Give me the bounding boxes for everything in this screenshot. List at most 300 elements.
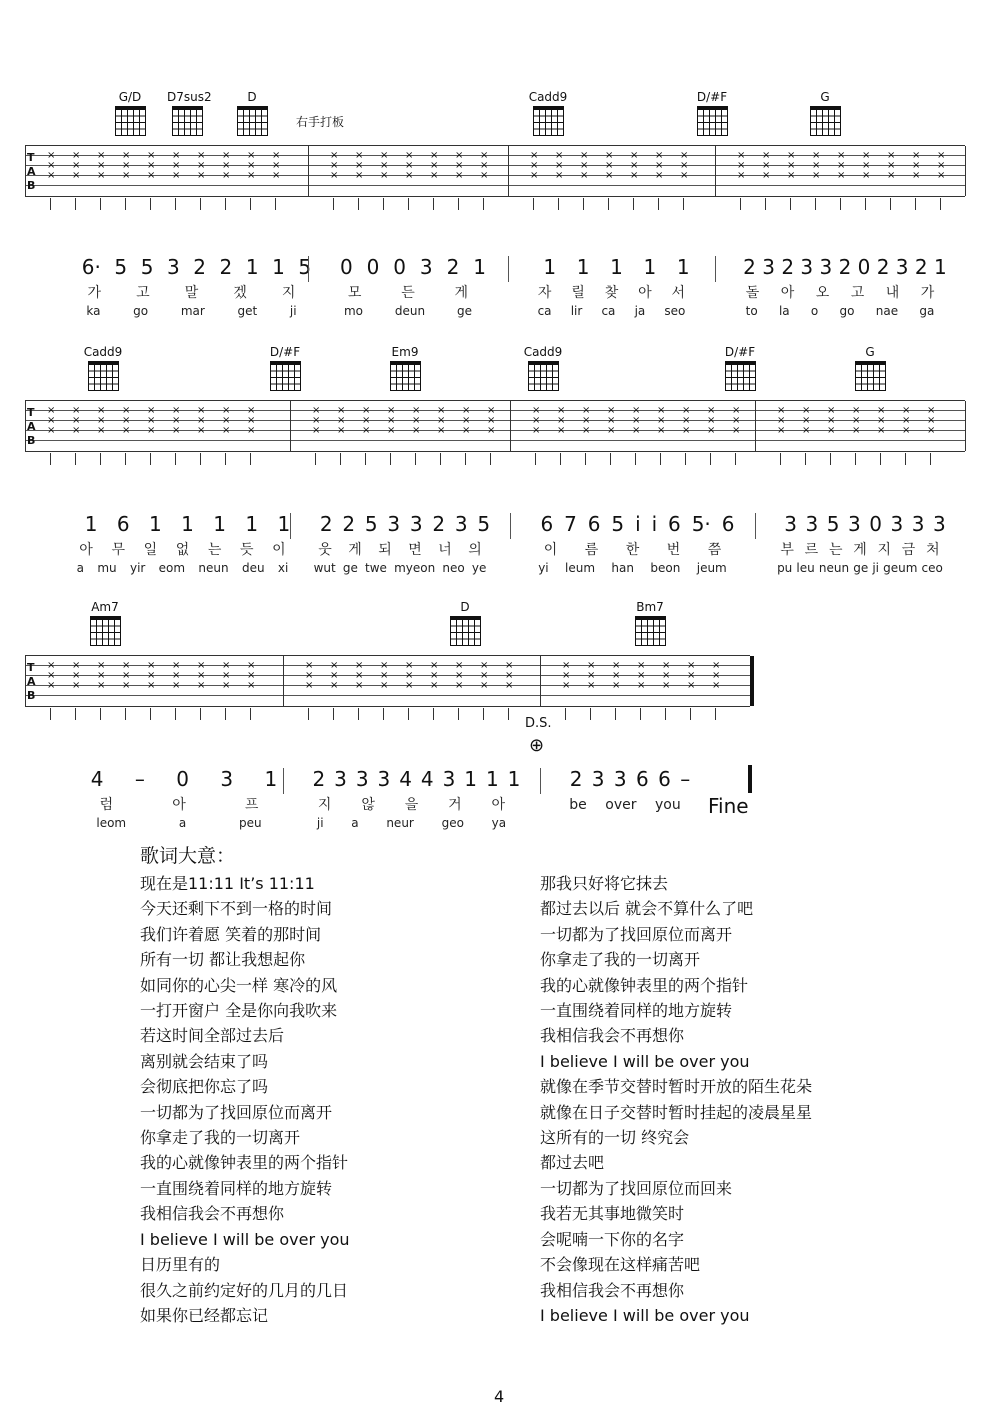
note: 0 <box>176 767 189 791</box>
tab-mark-x: × <box>430 680 439 691</box>
lyric-line: 现在是11:11 It’s 11:11 <box>140 874 315 893</box>
note-stem <box>200 708 201 720</box>
bar-line <box>965 401 966 451</box>
note-stem <box>560 453 561 465</box>
tab-staff <box>25 145 965 197</box>
note: 3 <box>419 255 433 279</box>
note: 5 <box>114 255 128 279</box>
tab-clef: B <box>27 689 36 702</box>
note-stem <box>683 198 684 210</box>
tab-mark-x: × <box>787 170 796 181</box>
tab-mark-x: × <box>580 150 589 161</box>
bar-line <box>25 146 26 196</box>
tab-mark-x: × <box>707 425 716 436</box>
chord-diagram <box>692 90 732 136</box>
note-stem <box>490 453 491 465</box>
tab-mark-x: × <box>662 660 671 671</box>
note: 4 <box>90 767 104 791</box>
chord-diagram <box>167 90 212 136</box>
note-stem <box>340 453 341 465</box>
notation-measure <box>308 768 525 791</box>
tab-mark-x: × <box>712 670 721 681</box>
note-stem <box>125 198 126 210</box>
tab-mark-x: × <box>827 425 836 436</box>
notation-measure <box>533 256 700 279</box>
lyric-line: 我的心就像钟表里的两个指针 <box>140 1153 349 1173</box>
korean-syllable: 고 <box>850 285 865 301</box>
roman-lyrics <box>310 561 490 575</box>
note: 3 <box>805 512 819 536</box>
tab-mark-x: × <box>122 425 131 436</box>
bar-line <box>755 401 756 451</box>
roman-syllable: twe <box>365 561 387 575</box>
tab-mark-x: × <box>412 405 421 416</box>
korean-syllable: 든 <box>401 285 415 301</box>
note-stem <box>200 453 201 465</box>
tab-staff <box>25 655 750 707</box>
tab-mark-x: × <box>680 170 689 181</box>
tab-mark-x: × <box>430 170 439 181</box>
note-stem <box>200 198 201 210</box>
tab-mark-x: × <box>387 405 396 416</box>
tab-mark-x: × <box>330 660 339 671</box>
tab-mark-x: × <box>480 160 489 171</box>
note-stem <box>780 453 781 465</box>
lyric-line: 日历里有的 <box>140 1255 221 1275</box>
note: 1 <box>213 512 226 536</box>
tab-mark-x: × <box>47 150 56 161</box>
tab-mark-x: × <box>877 405 886 416</box>
roman-lyrics <box>328 304 488 318</box>
korean-syllable: 부 <box>780 542 794 558</box>
roman-lyrics <box>303 816 520 830</box>
notation-measure <box>75 256 318 279</box>
korean-syllable: over <box>605 797 637 813</box>
note-stem <box>75 198 76 210</box>
tab-mark-x: × <box>247 150 256 161</box>
tab-mark-x: × <box>305 670 314 681</box>
tab-mark-x: × <box>312 405 321 416</box>
page-number: 4 <box>494 1387 505 1406</box>
roman-syllable: ge <box>457 304 473 318</box>
tab-mark-x: × <box>802 425 811 436</box>
notation-measure <box>75 768 293 791</box>
staff-line <box>25 695 750 696</box>
chord-diagram <box>385 345 425 391</box>
note-stem <box>175 708 176 720</box>
roman-syllable: go <box>839 304 855 318</box>
note: 2 <box>569 767 583 791</box>
tab-mark-x: × <box>862 170 871 181</box>
tab-clef: B <box>27 179 36 192</box>
tab-mark-x: × <box>607 415 616 426</box>
tab-mark-x: × <box>437 415 446 426</box>
note: 2 <box>193 255 206 279</box>
tab-mark-x: × <box>480 680 489 691</box>
note-stem <box>508 708 509 720</box>
tab-mark-x: × <box>787 160 796 171</box>
chord-grid <box>450 616 481 646</box>
tab-mark-x: × <box>777 425 786 436</box>
lyric-line: 一直围绕着同样的地方旋转 <box>140 1178 333 1198</box>
roman-syllable: ka <box>86 304 101 318</box>
chord-diagram <box>850 345 890 391</box>
note-stem <box>433 198 434 210</box>
tab-mark-x: × <box>330 670 339 681</box>
note: 0 <box>393 255 406 279</box>
tab-mark-x: × <box>147 680 156 691</box>
tab-mark-x: × <box>655 160 664 171</box>
ds-marker: D.S. <box>525 716 552 731</box>
tab-mark-x: × <box>197 415 206 426</box>
tab-mark-x: × <box>777 405 786 416</box>
bar-line <box>510 401 511 451</box>
roman-syllable: ge <box>853 561 869 575</box>
chord-grid <box>725 361 756 391</box>
korean-syllable: 오 <box>815 285 830 301</box>
tab-mark-x: × <box>455 670 464 681</box>
note: 1 <box>473 255 486 279</box>
roman-syllable: ye <box>471 561 487 575</box>
chord-diagram <box>445 600 485 646</box>
chord-diagram <box>265 345 305 391</box>
note: 5 <box>364 512 378 536</box>
note: 1 <box>610 255 623 279</box>
note-stem <box>275 198 276 210</box>
note-stem <box>880 453 881 465</box>
tab-mark-x: × <box>405 660 414 671</box>
tab-mark-x: × <box>605 170 614 181</box>
tab-mark-x: × <box>837 160 846 171</box>
tab-mark-x: × <box>72 170 81 181</box>
note: 3 <box>933 512 946 536</box>
tab-mark-x: × <box>222 405 231 416</box>
tab-mark-x: × <box>555 150 564 161</box>
korean-lyrics <box>735 285 945 301</box>
tab-mark-x: × <box>247 405 256 416</box>
tab-mark-x: × <box>122 405 131 416</box>
note-stem <box>790 198 791 210</box>
lyric-line: 一切都为了找回原位而回来 <box>540 1178 733 1198</box>
note-stem <box>308 708 309 720</box>
tab-mark-x: × <box>312 425 321 436</box>
korean-syllable: be <box>569 797 587 813</box>
tab-mark-x: × <box>927 425 936 436</box>
note: 5 <box>611 512 625 536</box>
note: 3 <box>613 767 627 791</box>
tab-mark-x: × <box>247 670 256 681</box>
roman-syllable: lir <box>570 304 583 318</box>
korean-syllable: 는 <box>207 542 222 558</box>
roman-syllable: xi <box>277 561 289 575</box>
tab-mark-x: × <box>732 405 741 416</box>
tab-mark-x: × <box>72 425 81 436</box>
roman-syllable: ja <box>634 304 646 318</box>
tab-mark-x: × <box>355 160 364 171</box>
note: 6· <box>81 255 101 279</box>
note-stem <box>805 453 806 465</box>
lyric-line: 所有一切 都让我想起你 <box>140 950 306 970</box>
tab-mark-x: × <box>197 160 206 171</box>
tab-mark-x: × <box>222 170 231 181</box>
lyric-line: I believe I will be over you <box>540 1305 750 1325</box>
tab-mark-x: × <box>97 680 106 691</box>
tab-mark-x: × <box>605 150 614 161</box>
tab-mark-x: × <box>637 680 646 691</box>
chord-grid <box>90 616 121 646</box>
bar-line <box>965 146 966 196</box>
lyric-line: 这所有的一切 终究会 <box>540 1128 690 1148</box>
tab-mark-x: × <box>97 660 106 671</box>
tab-mark-x: × <box>172 680 181 691</box>
roman-lyrics <box>70 816 288 830</box>
note: 3 <box>355 767 369 791</box>
note: 3 <box>454 512 468 536</box>
measure-bar <box>510 513 511 539</box>
tab-mark-x: × <box>380 170 389 181</box>
tab-mark-x: × <box>47 170 56 181</box>
korean-syllable: 아 <box>491 797 506 813</box>
roman-syllable: nae <box>875 304 899 318</box>
tab-mark-x: × <box>530 160 539 171</box>
tab-mark-x: × <box>330 170 339 181</box>
korean-syllable: 찾 <box>604 285 619 301</box>
tab-mark-x: × <box>662 670 671 681</box>
korean-syllable: 말 <box>184 285 199 301</box>
note: 1 <box>245 255 259 279</box>
tab-mark-x: × <box>505 680 514 691</box>
tab-mark-x: × <box>197 680 206 691</box>
roman-syllable: go <box>133 304 149 318</box>
tab-mark-x: × <box>505 670 514 681</box>
tab-mark-x: × <box>632 415 641 426</box>
chord-grid <box>528 361 559 391</box>
tab-mark-x: × <box>632 405 641 416</box>
tab-staff <box>25 400 965 452</box>
roman-syllable: ji <box>289 304 297 318</box>
chord-grid <box>697 106 728 136</box>
note-stem <box>458 708 459 720</box>
korean-syllable: 일 <box>143 542 158 558</box>
measure-bar <box>508 256 509 282</box>
note: 1 <box>576 255 590 279</box>
tab-mark-x: × <box>362 405 371 416</box>
tab-mark-x: × <box>197 670 206 681</box>
bar-line <box>508 146 509 196</box>
roman-syllable: ji <box>872 561 879 575</box>
tab-mark-x: × <box>582 405 591 416</box>
tab-mark-x: × <box>852 425 861 436</box>
notation-measure <box>333 256 493 279</box>
note-stem <box>815 198 816 210</box>
tab-mark-x: × <box>480 170 489 181</box>
tab-mark-x: × <box>887 170 896 181</box>
tab-mark-x: × <box>612 660 621 671</box>
chord-name: Bm7 <box>636 600 664 614</box>
korean-syllable: 이 <box>543 542 558 558</box>
tab-mark-x: × <box>97 425 106 436</box>
roman-syllable: ceo <box>921 561 943 575</box>
korean-syllable: 거 <box>448 797 462 813</box>
note: 3 <box>442 767 456 791</box>
tab-mark-x: × <box>687 670 696 681</box>
note: 1 <box>543 255 557 279</box>
tab-mark-x: × <box>430 660 439 671</box>
tab-mark-x: × <box>380 680 389 691</box>
note-stem <box>483 708 484 720</box>
korean-syllable: 한 <box>625 542 640 558</box>
korean-syllable: 면 <box>408 542 422 558</box>
tab-mark-x: × <box>247 415 256 426</box>
tab-mark-x: × <box>455 660 464 671</box>
chord-name: G <box>865 345 875 359</box>
tab-mark-x: × <box>122 670 131 681</box>
fine-marker: Fine <box>708 794 749 818</box>
tab-mark-x: × <box>197 660 206 671</box>
roman-syllable: to <box>745 304 758 318</box>
tab-mark-x: × <box>480 150 489 161</box>
tab-mark-x: × <box>172 425 181 436</box>
note: 3 <box>334 767 347 791</box>
tab-mark-x: × <box>462 415 471 426</box>
chord-name: D <box>247 90 257 104</box>
lyric-line: I believe I will be over you <box>140 1229 350 1249</box>
korean-syllable: 번 <box>666 542 681 558</box>
chord-grid <box>855 361 886 391</box>
tab-mark-x: × <box>777 415 786 426</box>
bar-line <box>715 146 716 196</box>
note: 1 <box>264 767 278 791</box>
tab-mark-x: × <box>47 415 56 426</box>
note-stem <box>50 708 51 720</box>
tab-mark-x: × <box>927 415 936 426</box>
note: 3 <box>890 512 904 536</box>
korean-syllable: 가 <box>87 285 102 301</box>
note-stem <box>483 198 484 210</box>
bar-line <box>25 656 26 706</box>
roman-syllable: ya <box>491 816 507 830</box>
note-stem <box>225 198 226 210</box>
korean-syllable: 고 <box>136 285 150 301</box>
roman-syllable: a <box>178 816 187 830</box>
tab-mark-x: × <box>172 670 181 681</box>
note-stem <box>383 198 384 210</box>
tab-mark-x: × <box>712 660 721 671</box>
tab-mark-x: × <box>147 160 156 171</box>
roman-syllable: eom <box>158 561 186 575</box>
tab-mark-x: × <box>97 150 106 161</box>
tab-mark-x: × <box>247 160 256 171</box>
tab-mark-x: × <box>355 680 364 691</box>
roman-syllable: peu <box>238 816 262 830</box>
tab-mark-x: × <box>97 405 106 416</box>
tab-mark-x: × <box>172 170 181 181</box>
measure-bar <box>715 256 716 282</box>
roman-lyrics <box>775 561 945 575</box>
note-stem <box>890 198 891 210</box>
tab-mark-x: × <box>655 150 664 161</box>
measure-bar <box>290 513 291 539</box>
tab-mark-x: × <box>405 170 414 181</box>
note-stem <box>175 453 176 465</box>
note-stem <box>408 708 409 720</box>
tab-mark-x: × <box>355 670 364 681</box>
bar-line <box>750 656 754 706</box>
lyric-line: 你拿走了我的一切离开 <box>540 950 701 970</box>
korean-syllable: 는 <box>828 542 843 558</box>
tab-mark-x: × <box>122 160 131 171</box>
final-barline <box>748 765 752 793</box>
note-stem <box>465 453 466 465</box>
tab-mark-x: × <box>337 405 346 416</box>
tab-mark-x: × <box>387 415 396 426</box>
note: 1 <box>507 767 521 791</box>
lyrics-left-column <box>140 871 350 1328</box>
tab-mark-x: × <box>97 170 106 181</box>
note-stem <box>390 453 391 465</box>
note-stem <box>433 708 434 720</box>
tab-mark-x: × <box>852 415 861 426</box>
chord-grid <box>237 106 268 136</box>
korean-syllable: 듯 <box>240 542 254 558</box>
tab-mark-x: × <box>72 160 81 171</box>
tab-mark-x: × <box>122 170 131 181</box>
note: 3 <box>819 255 833 279</box>
tab-mark-x: × <box>147 405 156 416</box>
korean-syllable: 없 <box>175 542 190 558</box>
tab-mark-x: × <box>147 670 156 681</box>
tab-mark-x: × <box>827 405 836 416</box>
tab-mark-x: × <box>47 405 56 416</box>
tab-mark-x: × <box>655 170 664 181</box>
tab-mark-x: × <box>837 150 846 161</box>
note-stem <box>665 708 666 720</box>
note-stem <box>415 453 416 465</box>
tab-mark-x: × <box>197 405 206 416</box>
korean-syllable: 가 <box>920 285 935 301</box>
tab-clef: B <box>27 434 36 447</box>
roman-syllable: ca <box>601 304 616 318</box>
tab-mark-x: × <box>707 405 716 416</box>
note-stem <box>740 198 741 210</box>
tab-mark-x: × <box>455 150 464 161</box>
roman-syllable: deu <box>241 561 265 575</box>
korean-syllable: 처 <box>926 542 940 558</box>
tab-mark-x: × <box>172 415 181 426</box>
korean-syllable: 금 <box>901 542 916 558</box>
chord-diagram <box>83 345 123 391</box>
tab-mark-x: × <box>337 415 346 426</box>
tab-mark-x: × <box>887 160 896 171</box>
korean-syllable: 자 <box>537 285 552 301</box>
note-stem <box>565 708 566 720</box>
tab-clef: T <box>27 406 35 419</box>
lyric-line: 若这时间全部过去后 <box>140 1026 285 1046</box>
roman-syllable: wut <box>313 561 336 575</box>
lyric-line: 我相信我会不再想你 <box>140 1204 285 1224</box>
note: 2 <box>781 255 795 279</box>
chord-diagram <box>720 345 760 391</box>
tab-mark-x: × <box>97 415 106 426</box>
chord-diagram <box>110 90 150 136</box>
roman-lyrics <box>70 304 313 318</box>
tab-mark-x: × <box>222 150 231 161</box>
note: 6 <box>587 512 601 536</box>
note-stem <box>383 708 384 720</box>
note-stem <box>855 453 856 465</box>
staff-line <box>25 440 965 441</box>
note: 5· <box>691 512 711 536</box>
